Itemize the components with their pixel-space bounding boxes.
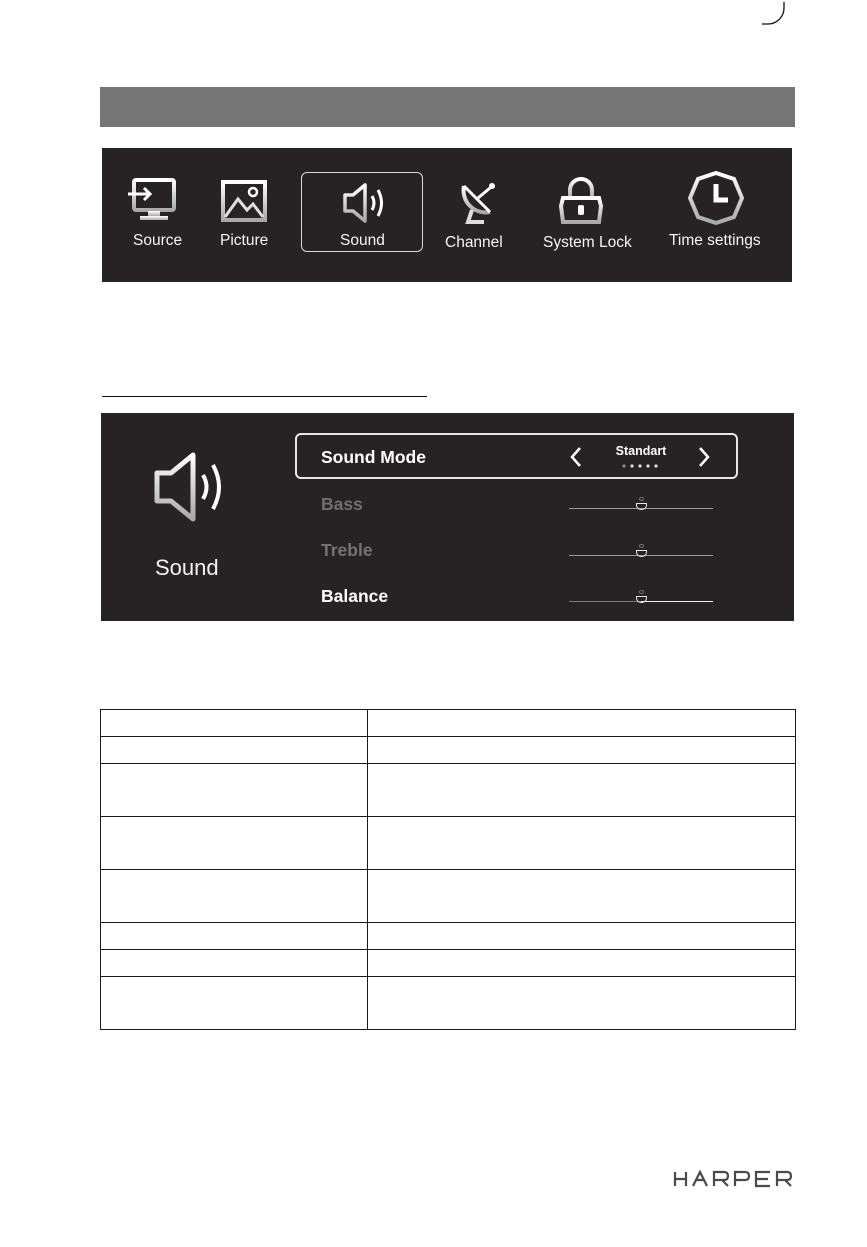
table-cell-description: [368, 817, 796, 870]
harper-logo: [673, 1170, 795, 1188]
menu-item-system-lock[interactable]: [540, 148, 640, 282]
main-menu-panel: [102, 148, 792, 282]
menu-item-channel[interactable]: [442, 148, 522, 282]
table-cell-description: [368, 923, 796, 950]
chevron-right-icon[interactable]: [697, 446, 711, 468]
table-cell-setting: [101, 923, 368, 950]
menu-item-label: Sound: [340, 232, 385, 249]
table-row: [101, 817, 796, 870]
section-underline: [102, 396, 427, 397]
menu-item-source[interactable]: [122, 148, 192, 282]
table-row: [101, 923, 796, 950]
table-cell-setting: [101, 764, 368, 817]
table-row: [101, 737, 796, 764]
corner-crop-mark: [760, 0, 788, 40]
treble-label: Treble: [321, 540, 373, 560]
page-dots-indicator: [620, 463, 660, 469]
balance-label: Balance: [321, 586, 389, 606]
sound-mode-value: Standart: [615, 444, 667, 458]
sound-menu-title: Sound: [155, 555, 219, 580]
treble-slider[interactable]: [569, 547, 713, 559]
table-row: [101, 710, 796, 737]
table-cell-description: [368, 764, 796, 817]
table-row: [101, 870, 796, 923]
menu-item-time-settings[interactable]: [667, 148, 777, 282]
source-icon: [126, 178, 182, 226]
sound-settings-table: [100, 709, 796, 1030]
menu-item-label: Source: [133, 232, 183, 249]
table-cell-description: [368, 870, 796, 923]
table-cell-description: [368, 950, 796, 977]
menu-item-label: Picture: [220, 232, 269, 249]
sound-menu-panel: [101, 413, 794, 621]
table-cell-description: [368, 977, 796, 1030]
satellite-dish-icon: [454, 180, 500, 228]
menu-item-sound[interactable]: [302, 148, 422, 282]
menu-item-label: Time settings: [669, 232, 761, 249]
menu-item-label: System Lock: [543, 234, 632, 251]
chevron-left-icon[interactable]: [569, 446, 583, 468]
speaker-icon: [341, 181, 387, 225]
picture-icon: [220, 179, 268, 223]
balance-slider[interactable]: [569, 593, 713, 605]
table-cell-setting: [101, 950, 368, 977]
section-header-bar: [100, 87, 795, 127]
table-cell-description: [368, 737, 796, 764]
table-row: [101, 950, 796, 977]
table-cell-setting: [101, 737, 368, 764]
menu-item-picture[interactable]: [212, 148, 282, 282]
sound-mode-label: Sound Mode: [321, 447, 426, 467]
clock-icon: [686, 170, 746, 226]
menu-item-label: Channel: [445, 234, 503, 251]
bass-slider[interactable]: [569, 500, 713, 512]
bass-label: Bass: [321, 494, 363, 514]
table-cell-setting: [101, 977, 368, 1030]
table-row: [101, 764, 796, 817]
table-cell-description: [368, 710, 796, 737]
padlock-icon: [557, 176, 605, 226]
speaker-icon: [153, 451, 229, 523]
table-cell-setting: [101, 870, 368, 923]
table-cell-setting: [101, 710, 368, 737]
table-cell-setting: [101, 817, 368, 870]
table-row: [101, 977, 796, 1030]
